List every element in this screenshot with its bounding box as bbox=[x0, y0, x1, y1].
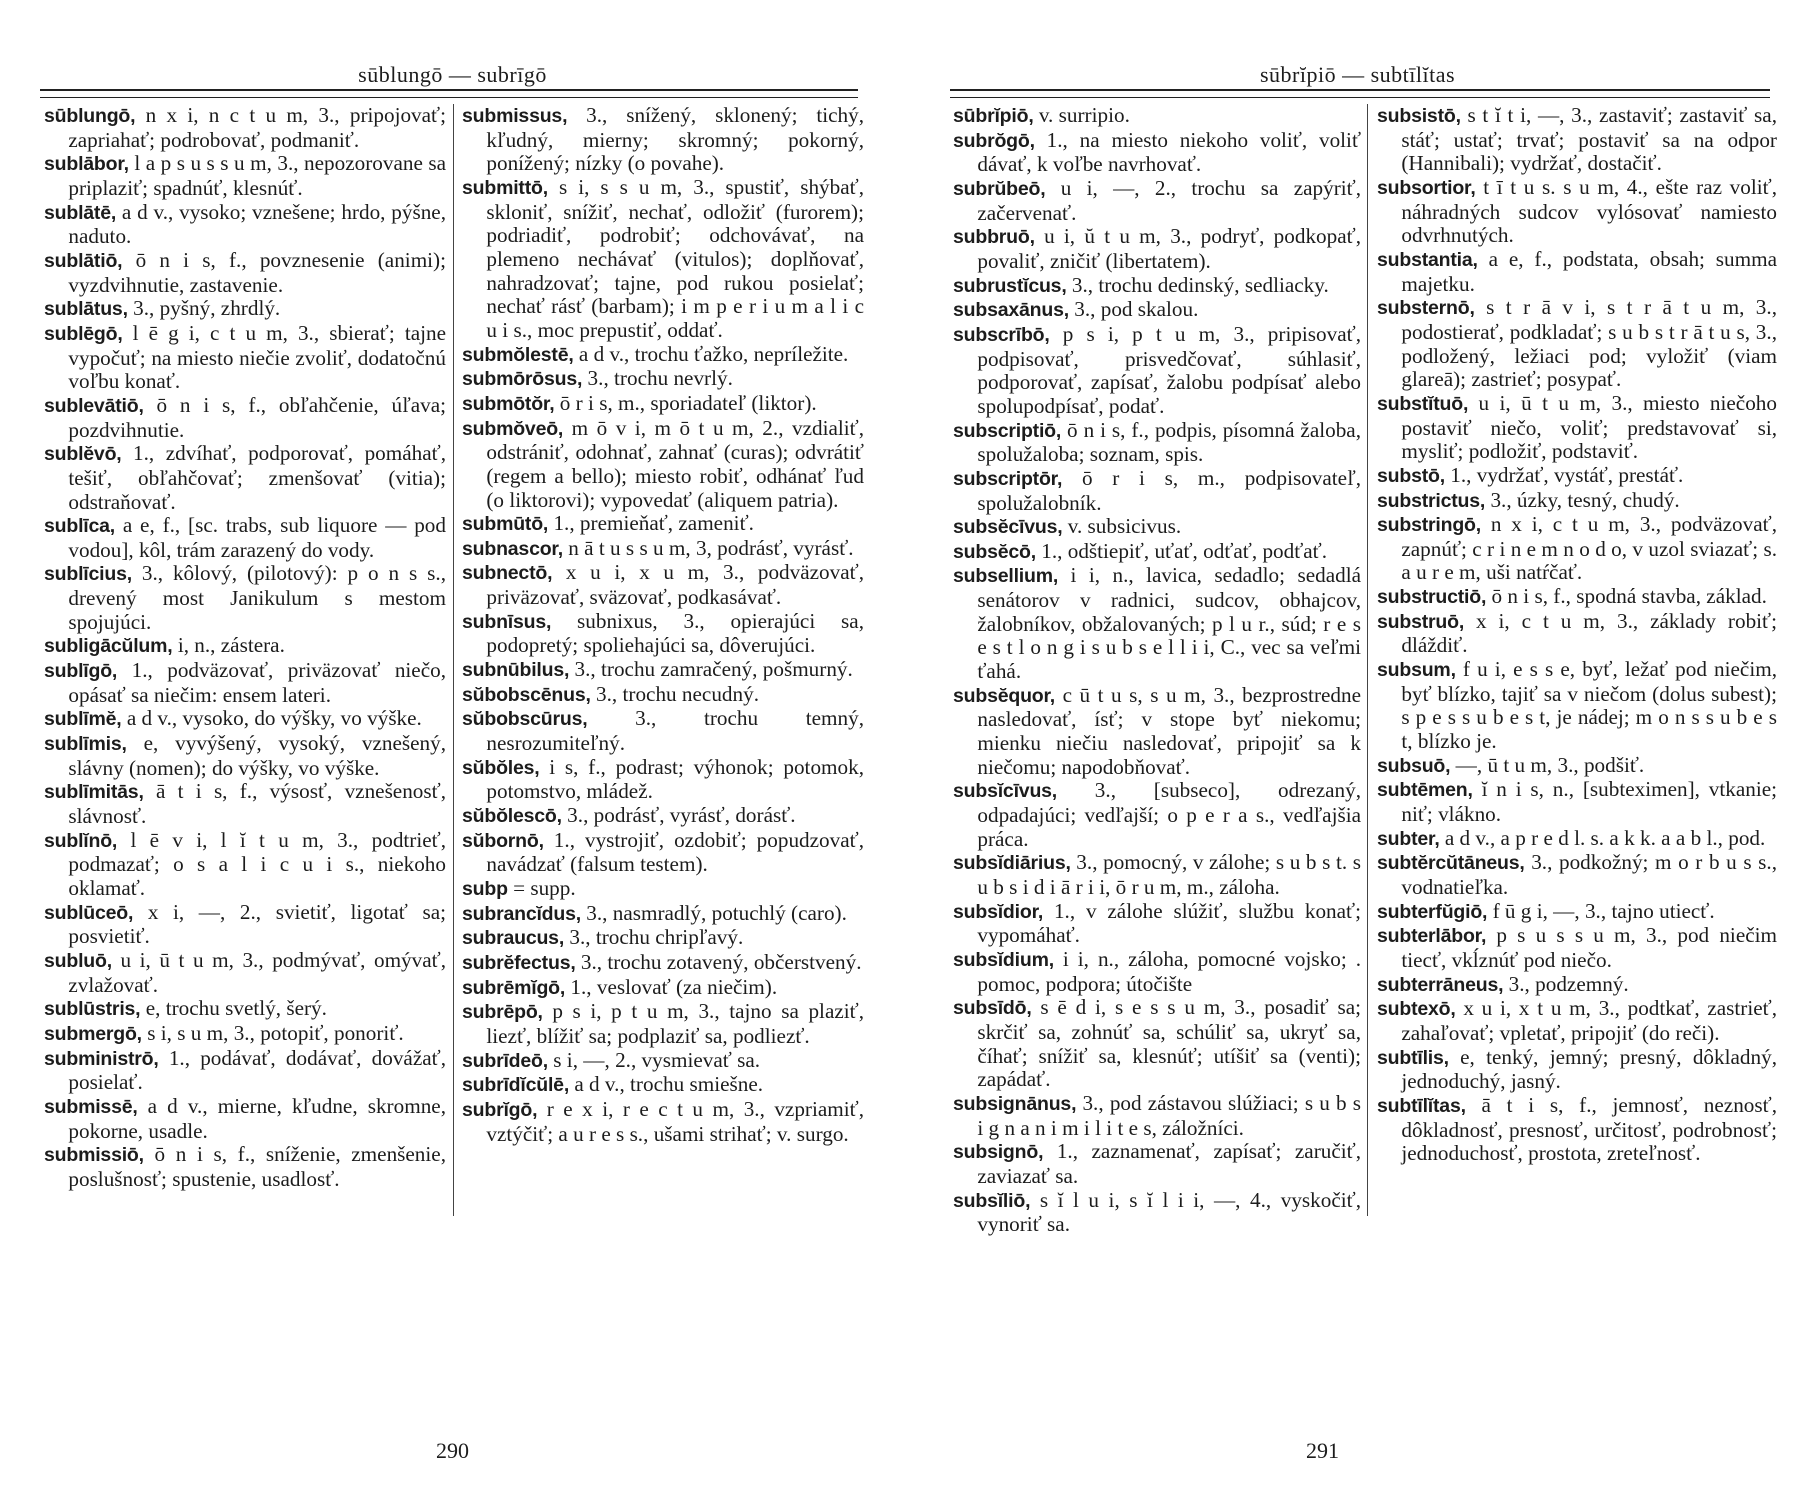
dictionary-entry bbox=[44, 1047, 446, 1095]
dictionary-entry bbox=[953, 684, 1361, 780]
entry-headword: submōrōsus, bbox=[462, 368, 583, 391]
entry-headword: subrĕfectus, bbox=[462, 951, 576, 974]
header-rule-left bbox=[40, 89, 858, 98]
entry-definition: 3., podrásť, vyrásť, dorásť. bbox=[561, 803, 796, 828]
dictionary-entry bbox=[462, 829, 864, 877]
entry-headword: subtīlis, bbox=[1377, 1046, 1449, 1069]
entry-definition: i s, f., podrast; výhonok; potomok, potomstvo, mládež. bbox=[486, 754, 864, 804]
entry-headword: subsum, bbox=[1377, 659, 1456, 682]
entry-headword: subsistō, bbox=[1377, 105, 1461, 127]
entry-definition: 1., na miesto niekoho voliť, voliť dávať, k voľbe navrhovať. bbox=[977, 127, 1361, 177]
entry-definition: s ĭ l u i, s ĭ l i i, —, 4., vyskočiť, vynoriť sa. bbox=[977, 1187, 1361, 1237]
entry-headword: substringō, bbox=[1377, 514, 1481, 537]
dictionary-entry bbox=[44, 1143, 446, 1191]
dictionary-entry bbox=[953, 225, 1361, 273]
entry-definition: 1., vystrojiť, ozdobiť; popudzovať, navádzať (falsum testem). bbox=[486, 827, 864, 877]
page-number-left: 290 bbox=[436, 1438, 469, 1463]
dictionary-entry bbox=[462, 951, 864, 976]
entry-headword: substernō, bbox=[1377, 297, 1475, 320]
entry-headword: sūbrĭpiō, bbox=[953, 105, 1034, 127]
dictionary-entry bbox=[1377, 997, 1777, 1045]
entry-headword: subnectō, bbox=[462, 562, 553, 585]
entry-definition: f u i, e s s e, byť, ležať pod niečim, byť blízko, tajiť sa v niečom (dolus subest); s p e s s u b e s t, je nádej; m o n s s u b e s t, blízko je. bbox=[1401, 657, 1777, 754]
running-head-left: sūblungō — subrīgō bbox=[358, 62, 547, 87]
dictionary-entry bbox=[462, 1073, 864, 1098]
entry-headword: substantia, bbox=[1377, 248, 1478, 271]
dictionary-entry bbox=[44, 322, 446, 394]
entry-headword: subraucus, bbox=[462, 927, 565, 950]
dictionary-entry bbox=[953, 467, 1361, 515]
entry-definition: 1., vydržať, vystáť, prestáť. bbox=[1444, 462, 1684, 487]
dictionary-entry bbox=[953, 948, 1361, 996]
entry-definition: 1., veslovať (za niečim). bbox=[565, 974, 778, 999]
entry-headword: sublīmitās, bbox=[44, 781, 144, 804]
left-page-column-2 bbox=[462, 104, 864, 1146]
entry-definition: a d v., vysoko; vznešene; hrdo, pýšne, naduto. bbox=[68, 199, 446, 249]
entry-headword: subbruō, bbox=[953, 226, 1035, 249]
entry-headword: submissus, bbox=[462, 105, 568, 127]
dictionary-entry bbox=[1377, 924, 1777, 972]
entry-definition: 1., premieňať, zameniť. bbox=[548, 511, 754, 536]
dictionary-entry bbox=[462, 976, 864, 1001]
dictionary-entry bbox=[44, 659, 446, 707]
entry-headword: subministrō, bbox=[44, 1047, 159, 1070]
dictionary-entry bbox=[1377, 610, 1777, 658]
dictionary-entry bbox=[44, 732, 446, 780]
entry-definition: ĭ n i s, n., [subteximen], vtkanie; niť; vlákno. bbox=[1401, 777, 1777, 827]
dictionary-entry bbox=[462, 367, 864, 392]
entry-headword: sublĭnō, bbox=[44, 829, 118, 852]
dictionary-entry bbox=[44, 562, 446, 634]
entry-definition: 3., trochu chripľavý. bbox=[564, 925, 744, 950]
entry-definition: 3., [subseco], odrezaný, odpadajúci; vedľajší; o p e r a s., vedľajšia práca. bbox=[977, 778, 1361, 851]
dictionary-entry bbox=[44, 707, 446, 732]
entry-definition: a d v., trochu ťažko, nepríležite. bbox=[573, 341, 849, 366]
entry-headword: subrustĭcus, bbox=[953, 274, 1067, 297]
dictionary-entry bbox=[953, 779, 1361, 851]
entry-definition: u i, ū t u m, 3., podmývať, omývať, zvlažovať. bbox=[68, 947, 446, 997]
dictionary-entry bbox=[462, 804, 864, 829]
dictionary-entry bbox=[953, 274, 1361, 299]
dictionary-entry bbox=[953, 298, 1361, 323]
dictionary-entry bbox=[1377, 464, 1777, 489]
dictionary-entry bbox=[44, 634, 446, 659]
entry-headword: sŭbornō, bbox=[462, 829, 544, 852]
entry-headword: subtĕrcŭtāneus, bbox=[1377, 852, 1525, 875]
right-page bbox=[905, 0, 1810, 1500]
dictionary-entry bbox=[1377, 900, 1777, 925]
entry-definition: —, ū t u m, 3., podšiť. bbox=[1450, 752, 1645, 777]
entry-definition: 1., v zálohe slúžiť, službu konať; vypomáhať. bbox=[977, 898, 1361, 948]
dictionary-entry bbox=[953, 540, 1361, 565]
entry-definition: i i, n., záloha, pomocné vojsko; . pomoc, podpora; útočište bbox=[977, 946, 1361, 996]
entry-definition: ā t i s, f., výsosť, vznešenosť, slávnosť. bbox=[68, 779, 446, 829]
entry-headword: sublābor, bbox=[44, 153, 129, 176]
entry-headword: subsĭdiārius, bbox=[953, 852, 1071, 875]
dictionary-entry bbox=[462, 512, 864, 537]
dictionary-entry bbox=[462, 1049, 864, 1074]
entry-headword: subsignānus, bbox=[953, 1092, 1077, 1115]
entry-headword: subter, bbox=[1377, 827, 1440, 850]
entry-definition: 1., odštiepiť, uťať, odťať, podťať. bbox=[1035, 538, 1328, 563]
dictionary-entry bbox=[1377, 489, 1777, 514]
entry-definition: n x i, n c t u m, 3., pripojovať; zapriahať; podrobovať, podmaniť. bbox=[68, 103, 446, 152]
entry-headword: subtexō, bbox=[1377, 998, 1456, 1021]
dictionary-entry bbox=[44, 152, 446, 200]
dictionary-entry bbox=[953, 104, 1361, 129]
entry-headword: sublīmĕ, bbox=[44, 708, 122, 731]
entry-headword: substrictus, bbox=[1377, 489, 1486, 512]
entry-headword: subp bbox=[462, 878, 508, 900]
entry-headword: subrĭgō, bbox=[462, 1098, 538, 1121]
entry-headword: subsortior, bbox=[1377, 176, 1476, 199]
dictionary-entry bbox=[462, 1098, 864, 1146]
dictionary-entry bbox=[953, 515, 1361, 540]
entry-definition: c ū t u s, s u m, 3., bezprostredne nasledovať, ísť; v stope byť niekomu; mienku niečiu nasledovať, pripojiť sa k niečomu; napodobňovať. bbox=[977, 682, 1361, 779]
entry-definition: a e, f., [sc. trabs, sub liquore — pod vodou], kôl, trám zarazený do vody. bbox=[68, 513, 446, 562]
entry-definition: v. subsicivus. bbox=[1062, 514, 1182, 539]
dictionary-entry bbox=[462, 343, 864, 368]
dictionary-entry bbox=[1377, 248, 1777, 296]
column-divider-right bbox=[1367, 104, 1368, 1216]
entry-definition: 1., podávať, dodávať, dovážať, posielať. bbox=[68, 1045, 446, 1095]
entry-headword: subsĭcīvus, bbox=[953, 780, 1058, 803]
entry-headword: subtīlĭtas, bbox=[1377, 1094, 1466, 1117]
entry-headword: subligācŭlum, bbox=[44, 635, 173, 658]
entry-headword: sublīcius, bbox=[44, 563, 132, 586]
entry-headword: subnūbilus, bbox=[462, 659, 570, 682]
entry-headword: subsuō, bbox=[1377, 754, 1451, 777]
entry-headword: subtēmen, bbox=[1377, 779, 1473, 802]
dictionary-entry bbox=[462, 417, 864, 513]
entry-headword: submittō, bbox=[462, 176, 548, 199]
entry-headword: subscriptiō, bbox=[953, 419, 1062, 442]
dictionary-entry bbox=[1377, 1046, 1777, 1094]
dictionary-entry bbox=[44, 829, 446, 901]
dictionary-entry bbox=[462, 683, 864, 708]
entry-definition: x i, c t u m, 3., základy robiť; dláždiť. bbox=[1401, 608, 1777, 658]
entry-definition: i i, n., lavica, sedadlo; sedadlá senátorov v radnici, sudcov, obhajcov, žalobníkov, obžalovaných; p l u r., súd; r e s e s t l o n g i s u b s e l l i i, C., vec sa veľmi ťahá. bbox=[977, 563, 1361, 684]
entry-headword: subrŏgō, bbox=[953, 129, 1035, 152]
dictionary-entry bbox=[44, 949, 446, 997]
entry-definition: 3., pod skalou. bbox=[1068, 297, 1199, 322]
entry-definition: i, n., zástera. bbox=[172, 633, 285, 658]
entry-headword: submūtō, bbox=[462, 513, 549, 536]
entry-definition: ō r i s, m., sporiadateľ (liktor). bbox=[554, 390, 817, 415]
entry-headword: subsĭliō, bbox=[953, 1189, 1031, 1212]
dictionary-entry bbox=[462, 104, 864, 176]
entry-definition: a d v., mierne, kľudne, skromne, pokorne, usadle. bbox=[68, 1093, 446, 1143]
dictionary-entry bbox=[953, 851, 1361, 899]
entry-definition: x i, —, 2., svietiť, ligotať sa; posvietiť. bbox=[68, 899, 446, 949]
entry-headword: sublīmis, bbox=[44, 733, 127, 756]
entry-headword: submōtŏr, bbox=[462, 392, 555, 415]
entry-definition: 3., trochu nevrlý. bbox=[582, 366, 733, 391]
entry-headword: submissē, bbox=[44, 1095, 138, 1118]
entry-definition: r e x i, r e c t u m, 3., vzpriamiť, vztýčiť; a u r e s s., ušami strihať; v. surgo. bbox=[486, 1096, 864, 1146]
entry-definition: a d v., a p r e d l. s. a k k. a a b l., pod. bbox=[1439, 825, 1766, 850]
entry-headword: submergō, bbox=[44, 1022, 142, 1045]
entry-definition: u i, —, 2., trochu sa zapýriť, začervenať. bbox=[977, 175, 1361, 225]
entry-definition: e, tenký, jemný; presný, dôkladný, jednoduchý, jasný. bbox=[1401, 1044, 1777, 1094]
entry-definition: ō n i s, f., podpis, písomná žaloba, spolužaloba; soznam, spis. bbox=[977, 417, 1361, 467]
entry-definition: s i, —, 2., vysmievať sa. bbox=[547, 1047, 761, 1072]
entry-headword: subsĕquor, bbox=[953, 684, 1056, 707]
entry-headword: sŭbobscēnus, bbox=[462, 683, 591, 706]
dictionary-entry bbox=[462, 1000, 864, 1048]
dictionary-entry bbox=[462, 176, 864, 343]
dictionary-entry bbox=[44, 901, 446, 949]
entry-definition: p s i, p t u m, 3., pripisovať, podpisovať, prisvedčovať, súhlasiť, podporovať, zapísať, žalobu podpísať alebo spolupodpísať, podať. bbox=[977, 321, 1361, 418]
entry-definition: 3., trochu temný, nesrozumiteľný. bbox=[486, 706, 864, 756]
entry-headword: subterrāneus, bbox=[1377, 973, 1504, 996]
dictionary-entry bbox=[462, 756, 864, 804]
entry-definition: x u i, x t u m, 3., podtkať, zastrieť, zahaľovať; vpletať, pripojiť (do reči). bbox=[1401, 996, 1777, 1045]
entry-headword: subsĕcō, bbox=[953, 540, 1036, 563]
dictionary-entry bbox=[462, 537, 864, 562]
entry-headword: substĭtuō, bbox=[1377, 392, 1469, 415]
entry-headword: subrīdeō, bbox=[462, 1049, 548, 1072]
entry-definition: n ā t u s s u m, 3, podrásť, vyrásť. bbox=[562, 535, 854, 560]
entry-headword: sublātus, bbox=[44, 298, 128, 321]
dictionary-entry bbox=[44, 201, 446, 249]
dictionary-entry bbox=[953, 1092, 1361, 1140]
dictionary-entry bbox=[462, 561, 864, 609]
entry-definition: l a p s u s s u m, 3., nepozorovane sa priplaziť; spadnúť, klesnúť. bbox=[68, 151, 446, 200]
entry-headword: sublātiō, bbox=[44, 249, 123, 272]
entry-definition: e, vyvýšený, vysoký, vznešený, slávny (nomen); do výšky, vo výške. bbox=[68, 731, 446, 780]
running-head-right: sūbrĭpiō — subtīlĭtas bbox=[1259, 62, 1456, 87]
dictionary-entry bbox=[44, 514, 446, 562]
entry-definition: p s i, p t u m, 3., tajno sa plaziť, liezť, blížiť sa; podplaziť sa, podliezť. bbox=[486, 999, 864, 1048]
entry-definition: a e, f., podstata, obsah; summa majetku. bbox=[1401, 246, 1777, 296]
entry-headword: sublūstris, bbox=[44, 998, 141, 1021]
entry-headword: sublātē, bbox=[44, 201, 117, 224]
dictionary-entry bbox=[462, 658, 864, 683]
entry-definition: 3., pod zástavou slúžiaci; s u b s i g n a n i m i l i t e s, záložníci. bbox=[977, 1090, 1361, 1140]
entry-definition: l ē g i, c t u m, 3., sbierať; tajne vypočuť; na miesto niečie zvoliť, dodatočnú voľbu konať. bbox=[68, 320, 446, 394]
entry-definition: 1., podväzovať, priväzovať niečo, opásať sa niečim: ensem lateri. bbox=[68, 658, 446, 707]
entry-headword: sublevātiō, bbox=[44, 394, 144, 417]
entry-definition: l ē v i, l ĭ t u m, 3., podtrieť, podmazať; o s a l i c u i s., niekoho oklamať. bbox=[68, 827, 446, 900]
entry-headword: subrŭbeō, bbox=[953, 177, 1046, 200]
entry-headword: subsĭdior, bbox=[953, 900, 1044, 923]
entry-definition: 1., zaznamenať, zapísať; zaručiť, zaviazať sa. bbox=[977, 1139, 1361, 1188]
entry-headword: substruō, bbox=[1377, 610, 1465, 633]
entry-headword: submŏlestē, bbox=[462, 343, 574, 366]
entry-definition: 3., trochu dedinský, sedliacky. bbox=[1066, 272, 1329, 297]
entry-headword: subterlābor, bbox=[1377, 925, 1487, 948]
entry-headword: subrēmĭgō, bbox=[462, 976, 566, 999]
right-page-column-1 bbox=[953, 104, 1361, 1237]
entry-definition: 3., snížený, sklonený; tichý, kľudný, mierny; skromný; pokorný, ponížený; nízky (o povahe). bbox=[486, 103, 864, 176]
page-number-right: 291 bbox=[1306, 1438, 1339, 1463]
entry-definition: a d v., vysoko, do výšky, vo výške. bbox=[121, 706, 422, 731]
entry-definition: s ē d i, s e s s u m, 3., posadiť sa; skrčiť sa, zohnúť sa, schúliť sa, ukryť sa, číhať; snížiť sa, klesnúť; utíšiť sa (venti); zapádať. bbox=[977, 995, 1361, 1092]
entry-definition: 3., podkožný; m o r b u s s., vodnatieľka. bbox=[1401, 850, 1777, 899]
header-rule-right bbox=[950, 89, 1770, 98]
dictionary-entry bbox=[44, 1095, 446, 1143]
entry-definition: v. surripio. bbox=[1033, 103, 1130, 127]
dictionary-entry bbox=[953, 419, 1361, 467]
entry-definition: t ī t u s. s u m, 4., ešte raz voliť, náhradných sudcov vylósovať namiesto odvrhnutých. bbox=[1401, 174, 1777, 248]
dictionary-entry bbox=[1377, 104, 1777, 176]
entry-definition: ō n i s, f., sníženie, zmenšenie, poslušnosť; spustenie, usadlosť. bbox=[68, 1142, 446, 1191]
dictionary-entry bbox=[1377, 176, 1777, 248]
entry-definition: s t ĭ t i, —, 3., zastaviť; zastaviť sa, stáť; ustať; trvať; postaviť sa na odpor (Hannibali); vydržať, dostačiť. bbox=[1401, 103, 1777, 176]
entry-definition: 3., trochu zamračený, pošmurný. bbox=[569, 657, 853, 682]
dictionary-entry bbox=[1377, 973, 1777, 998]
dictionary-entry bbox=[1377, 1094, 1777, 1166]
entry-headword: subsignō, bbox=[953, 1141, 1044, 1164]
entry-headword: substructiō, bbox=[1377, 586, 1487, 609]
dictionary-entry bbox=[953, 1140, 1361, 1188]
dictionary-entry bbox=[1377, 851, 1777, 899]
entry-headword: subnascor, bbox=[462, 537, 563, 560]
entry-headword: subsellium, bbox=[953, 565, 1059, 588]
dictionary-entry bbox=[953, 323, 1361, 419]
dictionary-entry bbox=[1377, 513, 1777, 585]
entry-headword: sublĕvō, bbox=[44, 443, 122, 466]
entry-definition: ō n i s, f., spodná stavba, základ. bbox=[1486, 584, 1767, 609]
entry-definition: ō r i s, m., podpisovateľ, spolužalobník. bbox=[977, 465, 1361, 515]
entry-definition: = supp. bbox=[507, 876, 576, 900]
entry-headword: sŭbŏlescō, bbox=[462, 805, 562, 828]
dictionary-entry bbox=[462, 926, 864, 951]
dictionary-entry bbox=[1377, 778, 1777, 826]
dictionary-entry bbox=[44, 442, 446, 514]
dictionary-entry bbox=[462, 902, 864, 927]
entry-definition: s i, s u m, 3., potopiť, ponoriť. bbox=[141, 1020, 404, 1045]
dictionary-entry bbox=[44, 780, 446, 828]
dictionary-entry bbox=[44, 997, 446, 1022]
entry-definition: u i, ū t u m, 3., miesto niečoho postaviť niečo, voliť; predstavovať si, mysliť; podložiť, podstaviť. bbox=[1401, 390, 1777, 464]
entry-headword: substō, bbox=[1377, 464, 1445, 487]
entry-headword: sŭbŏles, bbox=[462, 756, 540, 779]
entry-headword: sŭbobscūrus, bbox=[462, 708, 588, 731]
entry-definition: 1., zdvíhať, podporovať, pomáhať, tešiť, obľahčovať; zmenšovať (vitia); odstraňovať. bbox=[68, 441, 446, 514]
entry-definition: u i, ŭ t u m, 3., podryť, podkopať, povaliť, zničiť (libertatem). bbox=[977, 224, 1361, 273]
dictionary-entry bbox=[1377, 658, 1777, 754]
dictionary-entry bbox=[462, 707, 864, 755]
entry-definition: n x i, c t u m, 3., podväzovať, zapnúť; c r i n e m n o d o, v uzol sviazať; s. a u r e m, uši natŕčať. bbox=[1401, 512, 1777, 585]
dictionary-entry bbox=[953, 1189, 1361, 1237]
entry-headword: subterfŭgiō, bbox=[1377, 900, 1488, 923]
entry-definition: m ō v i, m ō t u m, 2., vzdialiť, odstrániť, odohnať, zahnať (curas); odvrátiť (regem a bello); miesto robiť, odhánať ľud (o liktorovi); vypovedať (aliquem patria). bbox=[486, 415, 864, 512]
column-divider-left bbox=[453, 104, 454, 1216]
entry-headword: subrīdĭcŭlē, bbox=[462, 1074, 570, 1097]
dictionary-entry bbox=[44, 297, 446, 322]
dictionary-entry bbox=[44, 104, 446, 152]
entry-definition: 3., nasmradlý, potuchlý (caro). bbox=[580, 900, 847, 925]
entry-headword: subscriptōr, bbox=[953, 467, 1063, 490]
entry-definition: ō n i s, f., obľahčenie, úľava; pozdvihnutie. bbox=[68, 392, 446, 442]
entry-headword: subsīdō, bbox=[953, 997, 1032, 1020]
entry-headword: sublīgō, bbox=[44, 660, 118, 683]
dictionary-entry bbox=[44, 394, 446, 442]
entry-definition: p s u s s u m, 3., pod niečim tiecť, vkĺznúť pod niečo. bbox=[1401, 923, 1777, 972]
dictionary-entry bbox=[44, 1022, 446, 1047]
dictionary-entry bbox=[462, 610, 864, 658]
entry-definition: subnixus, 3., opierajúci sa, podopretý; spoliehajúci sa, dôverujúci. bbox=[486, 608, 864, 658]
left-page-column-1 bbox=[44, 104, 446, 1192]
dictionary-entry bbox=[462, 877, 864, 902]
entry-headword: subsĕcīvus, bbox=[953, 516, 1063, 539]
entry-definition: 3., kôlový, (pilotový): p o n s s., drevený most Janikulum s mestom spojujúci. bbox=[68, 561, 446, 634]
right-page-column-2 bbox=[1377, 104, 1777, 1166]
dictionary-entry bbox=[953, 129, 1361, 177]
entry-definition: e, trochu svetlý, šerý. bbox=[140, 996, 327, 1021]
entry-headword: submŏveō, bbox=[462, 417, 564, 440]
dictionary-entry bbox=[953, 900, 1361, 948]
entry-definition: f ū g i, —, 3., tajno utiecť. bbox=[1487, 898, 1715, 923]
entry-definition: 3., pyšný, zhrdlý. bbox=[127, 296, 281, 321]
entry-headword: subscrībō, bbox=[953, 323, 1050, 346]
entry-definition: 3., pomocný, v zálohe; s u b s t. s u b s i d i ā r i i, ō r u m, m., záloha. bbox=[977, 850, 1361, 899]
entry-headword: subsaxānus, bbox=[953, 299, 1069, 322]
entry-definition: 3., trochu zotavený, občerstvený. bbox=[575, 949, 862, 974]
entry-definition: ō n i s, f., povznesenie (animi); vyzdvihnutie, zastavenie. bbox=[68, 247, 446, 297]
entry-definition: s t r ā v i, s t r ā t u m, 3., podostierať, podkladať; s u b s t r ā t u s, 3., podložený, ležiaci pod; vyložiť (viam glareā); zastrieť; posypať. bbox=[1401, 295, 1777, 392]
dictionary-entry bbox=[953, 564, 1361, 683]
dictionary-entry bbox=[953, 996, 1361, 1092]
dictionary-entry bbox=[1377, 754, 1777, 779]
entry-headword: sublūceō, bbox=[44, 901, 134, 924]
dictionary-entry bbox=[1377, 296, 1777, 392]
dictionary-entry bbox=[1377, 392, 1777, 464]
entry-headword: subluō, bbox=[44, 949, 112, 972]
dictionary-entry bbox=[953, 177, 1361, 225]
dictionary-entry bbox=[1377, 827, 1777, 852]
dictionary-entry bbox=[44, 249, 446, 297]
entry-headword: subrēpō, bbox=[462, 1001, 543, 1024]
entry-definition: 3., úzky, tesný, chudý. bbox=[1485, 487, 1680, 512]
entry-headword: subsĭdium, bbox=[953, 948, 1054, 971]
entry-definition: ā t i s, f., jemnosť, neznosť, dôkladnosť, presnosť, určitosť, podrobnosť; jednoduchosť, prostota, zreteľnosť. bbox=[1401, 1092, 1777, 1166]
entry-headword: subrancĭdus, bbox=[462, 902, 581, 925]
entry-definition: a d v., trochu smiešne. bbox=[569, 1072, 764, 1097]
entry-headword: submissiō, bbox=[44, 1144, 144, 1167]
entry-headword: subnīsus, bbox=[462, 610, 552, 633]
entry-definition: s i, s s u m, 3., spustiť, shýbať, skloniť, snížiť, nechať, odložiť (furorem); podriadiť, podrobiť; odchovávať, na plemeno nechávať (vitulos); doplňovať, nahradzovať; tajne, pod rukou posielať; nechať rásť (barbam); i m p e r i u m a l i c u i s., moc prepustiť, oddať. bbox=[486, 174, 864, 342]
entry-headword: sublīca, bbox=[44, 515, 116, 538]
entry-headword: sūblungō, bbox=[44, 105, 136, 127]
dictionary-entry bbox=[1377, 585, 1777, 610]
entry-definition: 3., podzemný. bbox=[1503, 971, 1629, 996]
entry-headword: sublēgō, bbox=[44, 322, 123, 345]
dictionary-entry bbox=[462, 392, 864, 417]
entry-definition: x u i, x u m, 3., podväzovať, priväzovať, sväzovať, podkasávať. bbox=[486, 560, 864, 610]
entry-definition: 3., trochu necudný. bbox=[590, 681, 759, 706]
